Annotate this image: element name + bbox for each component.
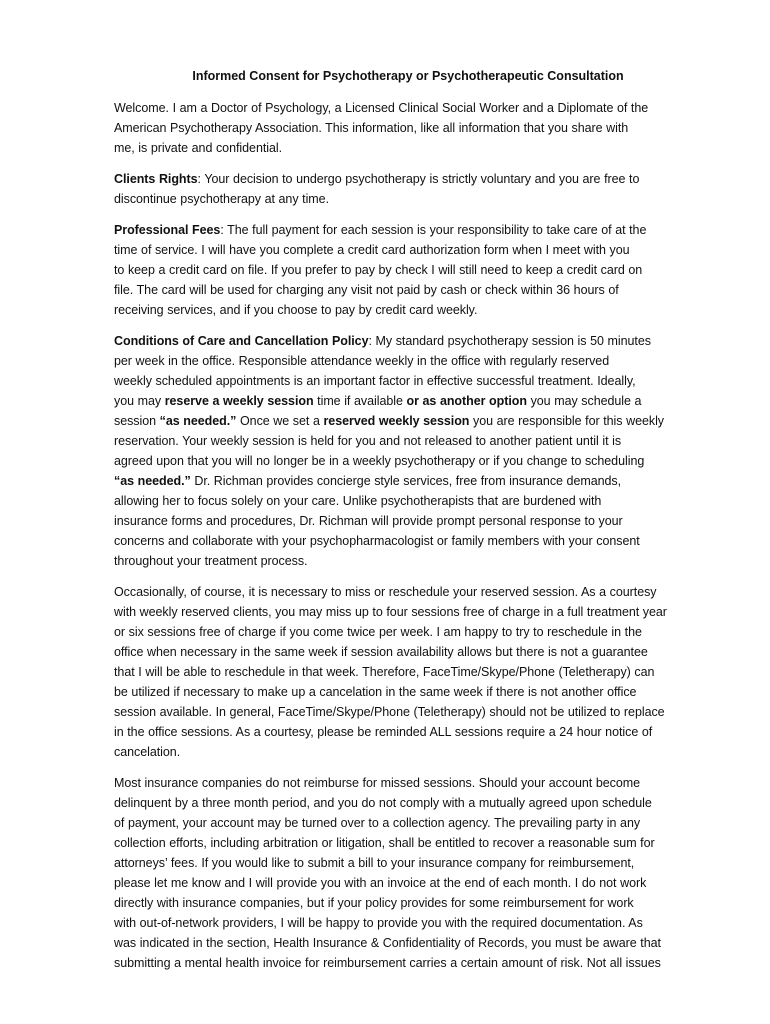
clients-rights-paragraph [114, 169, 686, 209]
text-line: that I will be able to reschedule in that week. Therefore, FaceTime/Skype/Phone (Teletherapy) can [114, 665, 655, 679]
text-line: to keep a credit card on file. If you prefer to pay by check I will still need to keep a credit card on [114, 263, 643, 277]
text-line: throughout your treatment process. [114, 554, 308, 568]
text-line: please let me know and I will provide you with an invoice at the end of each month. I do not work [114, 876, 647, 890]
text-fragment: : My standard psychotherapy session is 50 minutes [368, 334, 651, 348]
text-line: office when necessary in the same week if session availability allows but there is not a guarantee [114, 645, 648, 659]
text-line: file. The card will be used for charging any visit not paid by cash or check within 36 hours of [114, 283, 619, 297]
text-line: in the office sessions. As a courtesy, please be reminded ALL sessions require a 24 hour notice of [114, 725, 653, 739]
text-line: with out-of-network providers, I will be happy to provide you with the required documentation. As [114, 916, 643, 930]
text-line: discontinue psychotherapy at any time. [114, 192, 329, 206]
text-line [114, 169, 686, 189]
text-line: concerns and collaborate with your psychopharmacologist or family members with your consent [114, 534, 640, 548]
text-line [114, 331, 686, 351]
bold-phrase: “as needed.” [159, 414, 237, 428]
text-line: American Psychotherapy Association. This information, like all information that you share with [114, 121, 629, 135]
text-fragment: : The full payment for each session is your responsibility to take care of at the [220, 223, 647, 237]
intro-paragraph [114, 98, 686, 158]
bold-phrase: or as another option [406, 394, 527, 408]
text-line: Most insurance companies do not reimburse for missed sessions. Should your account become [114, 776, 640, 790]
text-line: weekly scheduled appointments is an important factor in effective successful treatment. Ideally, [114, 374, 636, 388]
text-fragment: Dr. Richman provides concierge style services, free from insurance demands, [190, 474, 622, 488]
bold-phrase: “as needed.” [114, 474, 191, 488]
text-line [114, 411, 686, 431]
conditions-heading: Conditions of Care and Cancellation Policy [114, 334, 369, 348]
text-line: Occasionally, of course, it is necessary to miss or reschedule your reserved session. As a courtesy [114, 585, 657, 599]
conditions-paragraph [114, 331, 686, 571]
text-line: directly with insurance companies, but if your policy provides for some reimbursement for work [114, 896, 634, 910]
text-fragment: you may schedule a [526, 394, 642, 408]
text-line: of payment, your account may be turned over to a collection agency. The prevailing party in any [114, 816, 641, 830]
text-line: submitting a mental health invoice for reimbursement carries a certain amount of risk. Not all issues [114, 956, 661, 970]
text-fragment: Once we set a [236, 414, 324, 428]
text-line: agreed upon that you will no longer be in a weekly psychotherapy or if you change to scheduling [114, 454, 645, 468]
text-line: Welcome. I am a Doctor of Psychology, a Licensed Clinical Social Worker and a Diplomate of the [114, 101, 649, 115]
text-fragment: you may [114, 394, 165, 408]
professional-fees-heading: Professional Fees [114, 223, 221, 237]
text-line: receiving services, and if you choose to pay by credit card weekly. [114, 303, 478, 317]
text-line: attorneys’ fees. If you would like to submit a bill to your insurance company for reimbursement, [114, 856, 635, 870]
text-fragment: you are responsible for this weekly [469, 414, 665, 428]
text-line: me, is private and confidential. [114, 141, 283, 155]
text-line: was indicated in the section, Health Insurance & Confidentiality of Records, you must be aware that [114, 936, 661, 950]
missed-sessions-paragraph [114, 582, 686, 762]
text-line: reservation. Your weekly session is held for you and not released to another patient until it is [114, 434, 622, 448]
text-line: collection efforts, including arbitration or litigation, shall be entitled to recover a reasonable sum for [114, 836, 655, 850]
text-fragment: session [114, 414, 160, 428]
professional-fees-paragraph [114, 220, 686, 320]
text-line: with weekly reserved clients, you may miss up to four sessions free of charge in a full treatment year [114, 605, 667, 619]
text-line: cancelation. [114, 745, 181, 759]
bold-phrase: reserved weekly session [323, 414, 470, 428]
text-line: time of service. I will have you complete a credit card authorization form when I meet with you [114, 243, 630, 257]
text-line: per week in the office. Responsible attendance weekly in the office with regularly reserved [114, 354, 610, 368]
text-line: allowing her to focus solely on your care. Unlike psychotherapists that are burdened with [114, 494, 602, 508]
bold-phrase: reserve a weekly session [164, 394, 314, 408]
clients-rights-heading: Clients Rights [114, 172, 198, 186]
document-title: Informed Consent for Psychotherapy or Psychotherapeutic Consultation [192, 69, 624, 83]
insurance-paragraph [114, 773, 686, 973]
text-line: insurance forms and procedures, Dr. Richman will provide prompt personal response to your [114, 514, 623, 528]
text-line: delinquent by a three month period, and you do not comply with a mutually agreed upon schedule [114, 796, 652, 810]
text-line [114, 471, 686, 491]
text-fragment: : Your decision to undergo psychotherapy is strictly voluntary and you are free to [197, 172, 640, 186]
text-line [114, 220, 686, 240]
text-line: session available. In general, FaceTime/Skype/Phone (Teletherapy) should not be utilized to replace [114, 705, 665, 719]
text-line: or six sessions free of charge if you come twice per week. I am happy to try to reschedule in the [114, 625, 642, 639]
text-fragment: time if available [313, 394, 407, 408]
text-line [114, 391, 686, 411]
text-line: be utilized if necessary to make up a cancelation in the same week if there is not another office [114, 685, 637, 699]
